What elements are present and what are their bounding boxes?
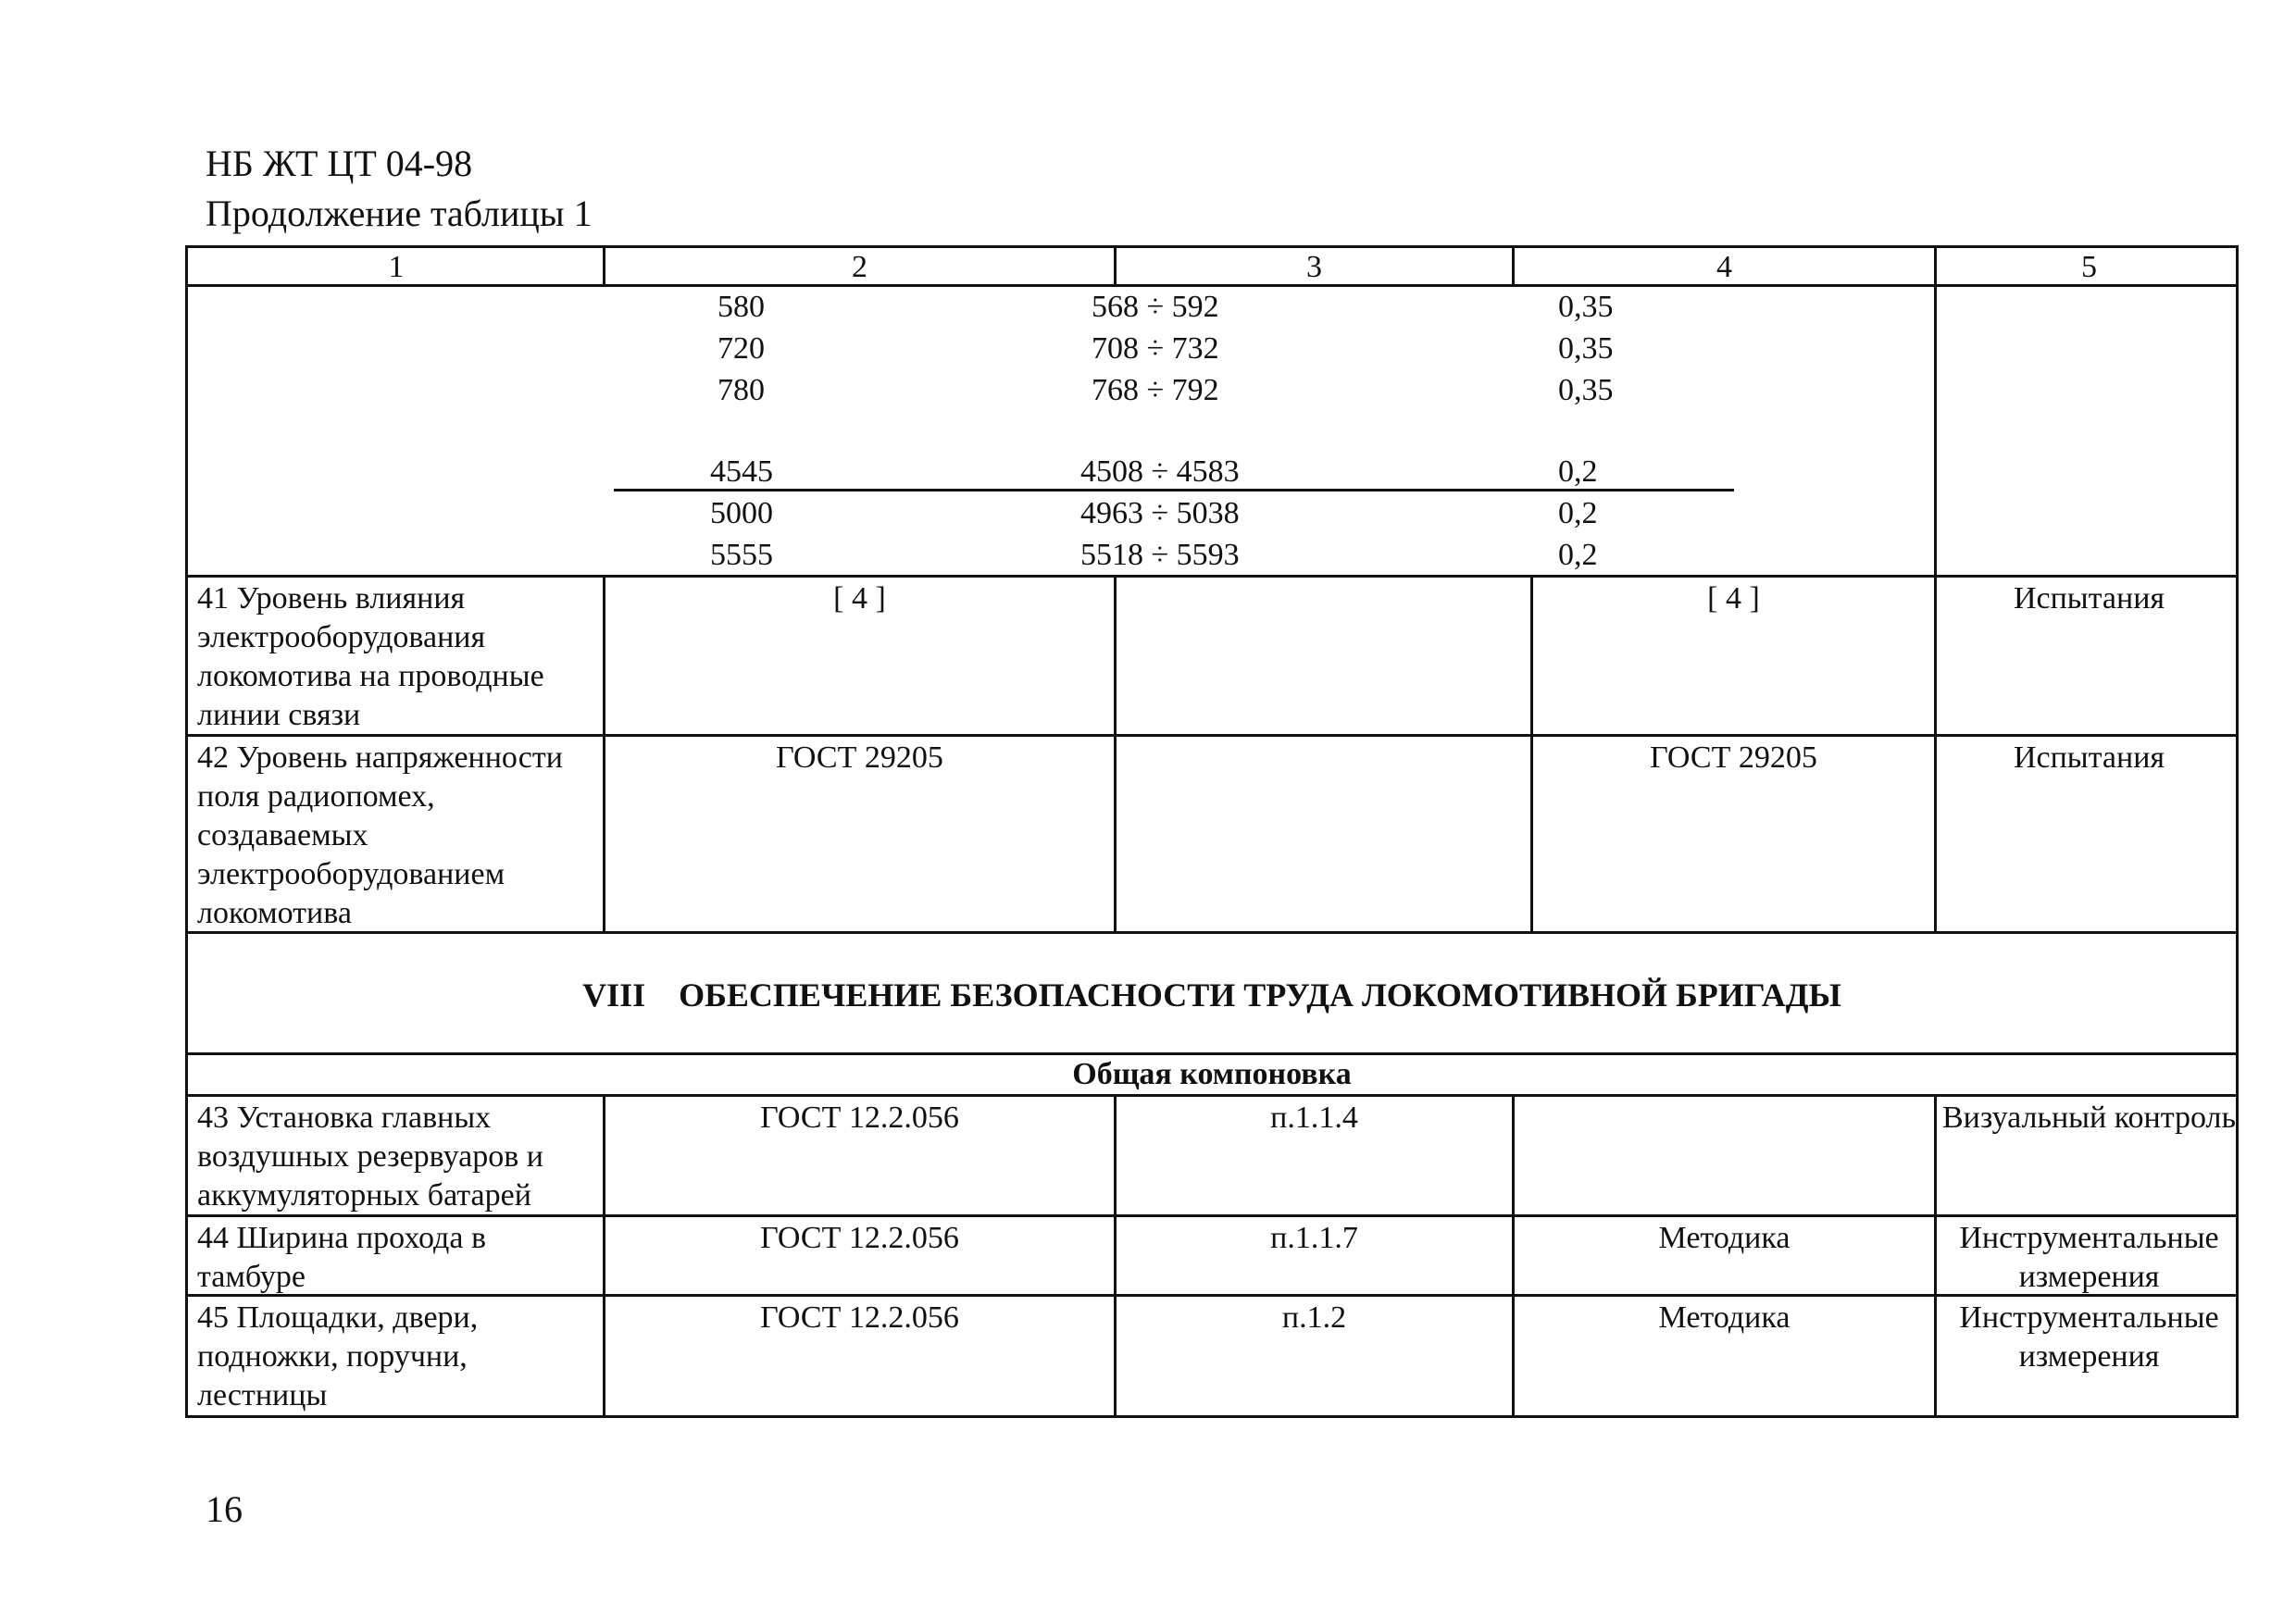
method-cell: [ 4 ] (1530, 578, 1934, 734)
range-value: 568 ÷ 592 (1092, 290, 1219, 324)
clause-cell: п.1.1.4 (1114, 1097, 1512, 1214)
parameter-name: 44 Ширина прохода в тамбуре (197, 1221, 486, 1294)
empty-cell (1934, 287, 2241, 575)
normative-document: [ 4 ] (603, 578, 1114, 734)
nominal-value: 4545 (710, 454, 773, 489)
parameter-name: 43 Установка главных воздушных резервуаров и аккумуляторных батарей (197, 1101, 543, 1213)
normative-document: ГОСТ 12.2.056 (603, 1097, 1114, 1214)
section-row (185, 934, 2239, 1055)
column-number: 3 (1114, 248, 1512, 284)
nominal-value: 5555 (710, 538, 773, 572)
table-row (185, 1297, 2239, 1418)
method-cell (1512, 1097, 1934, 1214)
clause-cell: п.1.1.7 (1114, 1217, 1512, 1294)
column-number: 1 (388, 250, 405, 284)
method-cell: Методика (1512, 1217, 1934, 1294)
page-number: 16 (206, 1488, 243, 1530)
tolerance-value: 0,35 (1558, 331, 1614, 366)
parameter-name: 42 Уровень напряженности поля радиопомех, создаваемых электрооборудованием локомотива (197, 740, 563, 930)
table-row (185, 737, 2239, 934)
range-value: 4508 ÷ 4583 (1080, 454, 1240, 489)
table-caption: Продолжение таблицы 1 (206, 193, 593, 234)
column-number: 4 (1512, 248, 1934, 284)
clause-cell: п.1.2 (1114, 1297, 1512, 1415)
tolerance-value: 0,35 (1558, 290, 1614, 324)
control-type: Испытания (1934, 578, 2241, 734)
table-row (185, 1217, 2239, 1297)
tolerance-value: 0,2 (1558, 454, 1598, 489)
column-number: 5 (1934, 248, 2241, 284)
subsection-title: Общая компоновка (1072, 1057, 1352, 1091)
clause-cell (1114, 578, 1512, 734)
method-cell: ГОСТ 29205 (1530, 737, 1934, 931)
table-row (185, 578, 2239, 737)
empty-cell (188, 287, 603, 575)
clause-cell (1114, 737, 1512, 931)
document-code: НБ ЖТ ЦТ 04-98 (206, 143, 473, 184)
normative-document: ГОСТ 12.2.056 (603, 1217, 1114, 1294)
control-type: Испытания (1934, 737, 2241, 931)
table-row (185, 1097, 2239, 1217)
method-cell: Методика (1512, 1297, 1934, 1415)
nominal-value: 720 (718, 331, 765, 366)
normative-document: ГОСТ 29205 (603, 737, 1114, 931)
nominal-value: 780 (718, 373, 765, 407)
normative-document: ГОСТ 12.2.056 (603, 1297, 1114, 1415)
tolerance-value: 0,2 (1558, 538, 1598, 572)
range-value: 708 ÷ 732 (1092, 331, 1219, 366)
tolerance-value: 0,35 (1558, 373, 1614, 407)
nominal-value: 5000 (710, 496, 773, 530)
requirements-table (185, 245, 2239, 1418)
parameter-name: 45 Площадки, двери, подножки, поручни, лестницы (197, 1300, 479, 1412)
nominal-value: 580 (718, 290, 765, 324)
subsection-row (185, 1055, 2239, 1097)
range-value: 5518 ÷ 5593 (1080, 538, 1240, 572)
range-value: 4963 ÷ 5038 (1080, 496, 1240, 530)
section-title: VIII ОБЕСПЕЧЕНИЕ БЕЗОПАСНОСТИ ТРУДА ЛОКОМОТИВНОЙ БРИГАДЫ (582, 976, 1841, 1014)
control-type: Инструментальные измерения (1934, 1217, 2241, 1294)
control-type: Визуальный контроль (1934, 1097, 2241, 1214)
continuation-row (185, 287, 2239, 578)
parameter-name: 41 Уровень влияния электрооборудования локомотива на проводные линии связи (197, 581, 544, 732)
column-number-row (185, 245, 2239, 287)
control-type: Инструментальные измерения (1934, 1297, 2241, 1415)
tolerance-value: 0,2 (1558, 496, 1598, 530)
column-number: 2 (603, 248, 1114, 284)
range-value: 768 ÷ 792 (1092, 373, 1219, 407)
